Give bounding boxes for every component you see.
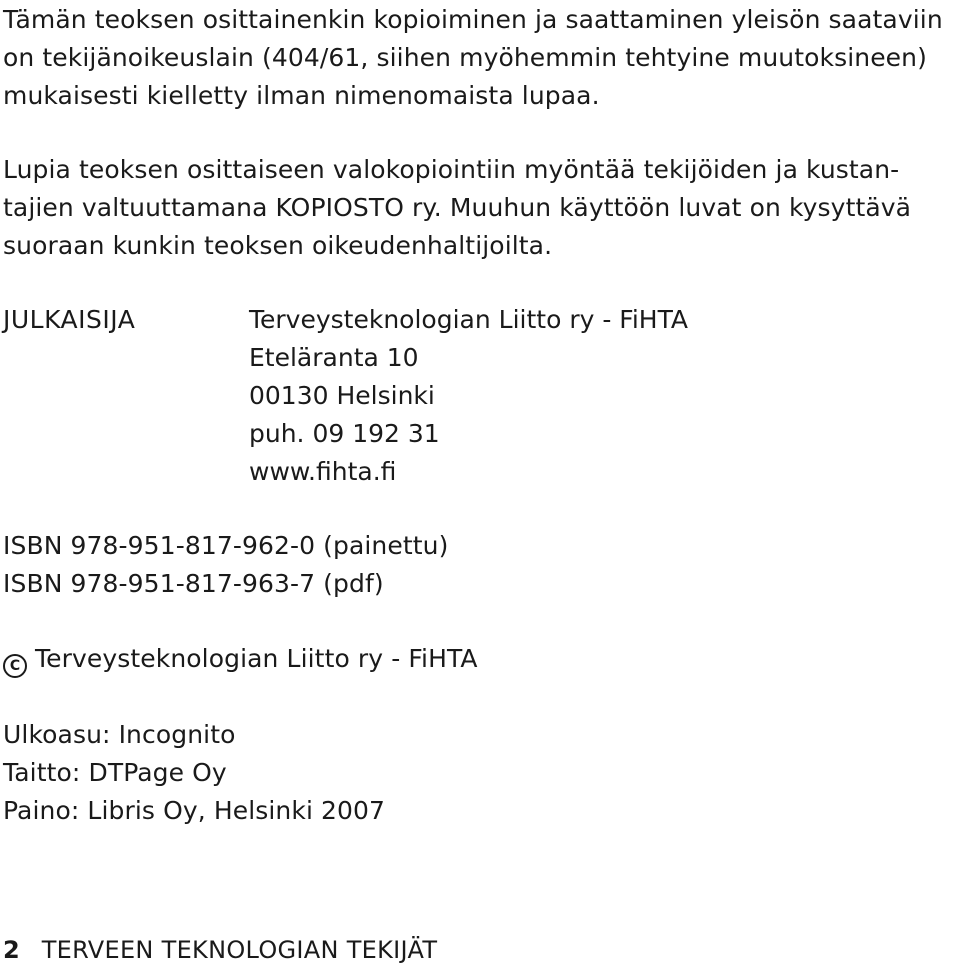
copyright-notice-line: mukaisesti kielletty ilman nimenomaista lupaa. [3, 81, 600, 110]
publisher-website: www.fihta.fi [249, 457, 397, 486]
running-title: TERVEEN TEKNOLOGIAN TEKIJÄT [41, 936, 438, 964]
credit-layout: Ulkoasu: Incognito [3, 720, 236, 749]
copyright-holder: Terveysteknologian Liitto ry - FiHTA [35, 644, 478, 673]
copyright-notice-line: on tekijänoikeuslain (404/61, siihen myöhemmin tehtyine muutoksineen) [3, 43, 927, 72]
copyright-line [3, 640, 478, 678]
credit-typesetting: Taitto: DTPage Oy [3, 758, 227, 787]
permissions-notice-line: tajien valtuuttamana KOPIOSTO ry. Muuhun käyttöön luvat on kysyttävä [3, 193, 912, 222]
copyright-icon: C [3, 654, 27, 678]
isbn-printed: ISBN 978-951-817-962-0 (painettu) [3, 531, 449, 560]
publisher-details [249, 301, 688, 491]
publisher-phone: puh. 09 192 31 [249, 419, 440, 448]
publisher-city: 00130 Helsinki [249, 381, 435, 410]
copyright-notice-line: Tämän teoksen osittainenkin kopioiminen ja saattaminen yleisön saataviin [3, 5, 943, 34]
isbn-pdf: ISBN 978-951-817-963-7 (pdf) [3, 569, 384, 598]
credit-printing: Paino: Libris Oy, Helsinki 2007 [3, 796, 386, 825]
publisher-label: JULKAISIJA [3, 305, 136, 334]
publisher-street: Eteläranta 10 [249, 343, 419, 372]
permissions-notice-line: Lupia teoksen osittaiseen valokopiointiin myöntää tekijöiden ja kustan- [3, 155, 900, 184]
permissions-notice-line: suoraan kunkin teoksen oikeudenhaltijoilta. [3, 231, 553, 260]
page-footer [3, 933, 437, 967]
page-number: 2 [3, 936, 20, 964]
publisher-name: Terveysteknologian Liitto ry - FiHTA [249, 305, 689, 334]
